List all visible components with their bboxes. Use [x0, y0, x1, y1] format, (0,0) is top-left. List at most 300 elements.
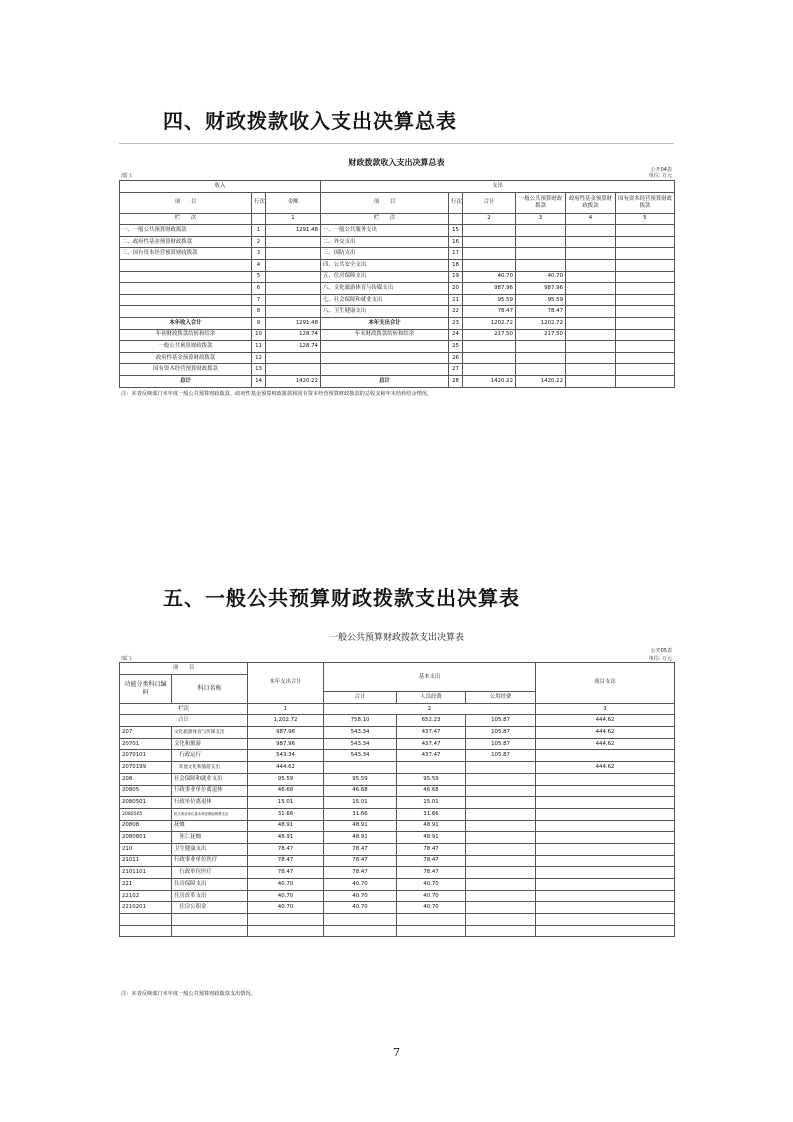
expense-row — [120, 773, 675, 785]
cell-expense-line: 16 — [449, 236, 463, 248]
cell-state-capital — [616, 375, 675, 387]
expense-row — [120, 820, 675, 832]
cell-general — [516, 236, 566, 248]
cell-total: 40.70 — [463, 271, 516, 283]
cell-basic-total: 543.34 — [324, 727, 397, 739]
cell-personnel — [397, 762, 466, 774]
cell-code: 20808 — [120, 820, 172, 832]
total-year-total: 1,202.72 — [248, 715, 324, 727]
cell-total: 78.47 — [463, 306, 516, 318]
cell-year-total: 31.66 — [248, 808, 324, 820]
cell-code — [120, 925, 172, 937]
cell-code: 2080501 — [120, 797, 172, 809]
cell-personnel: 40.70 — [397, 902, 466, 914]
department-label: 部门: — [121, 656, 133, 662]
cell-gov-fund — [566, 225, 616, 237]
fiscal-summary-row — [120, 306, 675, 318]
cell-year-total: 78.47 — [248, 855, 324, 867]
cell-gov-fund — [566, 341, 616, 353]
cell-name: 住房保障支出 — [172, 879, 248, 891]
cell-general: 217.50 — [516, 329, 566, 341]
seq-state-capital: 5 — [616, 213, 675, 225]
cell-gov-fund — [566, 317, 616, 329]
cell-expense-item: 七、社会保障和就业支出 — [321, 294, 449, 306]
expense-header: 支出 — [321, 181, 675, 193]
cell-gov-fund — [566, 306, 616, 318]
fiscal-summary-row — [120, 294, 675, 306]
income-seq-label: 栏 次 — [120, 213, 252, 225]
cell-personnel: 437.47 — [397, 727, 466, 739]
cell-basic-total: 40.70 — [324, 879, 397, 891]
expense-total-header: 合计 — [463, 192, 516, 213]
page-number: 7 — [393, 1046, 400, 1059]
cell-state-capital — [616, 225, 675, 237]
cell-state-capital — [616, 341, 675, 353]
cell-code: 22102 — [120, 890, 172, 902]
cell-project — [536, 773, 675, 785]
cell-expense-line: 17 — [449, 248, 463, 260]
basic-expense-header: 基本支出 — [324, 663, 536, 692]
item-header: 项 目 — [120, 663, 248, 675]
cell-gov-fund — [566, 236, 616, 248]
cell-expense-line: 18 — [449, 259, 463, 271]
cell-personnel: 15.01 — [397, 797, 466, 809]
cell-expense-line: 21 — [449, 294, 463, 306]
cell-basic-total: 78.47 — [324, 843, 397, 855]
cell-total — [463, 259, 516, 271]
cell-project — [536, 925, 675, 937]
cell-project — [536, 843, 675, 855]
cell-general — [516, 352, 566, 364]
cell-project — [536, 808, 675, 820]
cell-name: 抚恤 — [172, 820, 248, 832]
cell-personnel: 40.70 — [397, 879, 466, 891]
cell-income-item — [120, 259, 252, 271]
cell-personnel: 78.47 — [397, 867, 466, 879]
seq-1: 1 — [248, 703, 324, 715]
cell-basic-total: 40.70 — [324, 890, 397, 902]
basic-total-header: 合计 — [324, 692, 397, 704]
cell-project — [536, 914, 675, 926]
cell-expense-item — [321, 364, 449, 376]
form-code: 公开05表 — [650, 648, 672, 654]
cell-income-line: 7 — [252, 294, 266, 306]
fiscal-summary-row — [120, 236, 675, 248]
cell-income-item: 一、一般公共预算财政拨款 — [120, 225, 252, 237]
cell-public — [466, 785, 536, 797]
cell-income-item: 年初财政拨款结转和结余 — [120, 329, 252, 341]
cell-expense-line: 20 — [449, 283, 463, 295]
general-budget-note: 注：本表反映部门本年度一般公共预算财政拨款支出情况。 — [121, 991, 256, 997]
cell-project — [536, 750, 675, 762]
expense-row — [120, 879, 675, 891]
cell-public — [466, 820, 536, 832]
cell-name: 行政单位离退休 — [172, 797, 248, 809]
cell-income-amount: 128.74 — [266, 329, 321, 341]
fiscal-summary-row — [120, 364, 675, 376]
fiscal-summary-row — [120, 248, 675, 260]
cell-gov-fund — [566, 352, 616, 364]
cell-personnel: 48.91 — [397, 820, 466, 832]
cell-expense-line: 22 — [449, 306, 463, 318]
cell-income-line: 12 — [252, 352, 266, 364]
cell-code: 2101101 — [120, 867, 172, 879]
cell-expense-item — [321, 341, 449, 353]
cell-general — [516, 225, 566, 237]
cell-public: 105.87 — [466, 727, 536, 739]
expense-row — [120, 902, 675, 914]
seq-3: 3 — [536, 703, 675, 715]
year-total-header: 本年支出合计 — [248, 663, 324, 704]
expense-seq-label: 栏 次 — [321, 213, 449, 225]
cell-income-line: 14 — [252, 375, 266, 387]
cell-general: 40.70 — [516, 271, 566, 283]
cell-state-capital — [616, 283, 675, 295]
cell-gov-fund — [566, 271, 616, 283]
expense-row — [120, 832, 675, 844]
cell-income-item: 三、国有资本经营预算财政拨款 — [120, 248, 252, 260]
cell-code: 2070101 — [120, 750, 172, 762]
cell-public — [466, 902, 536, 914]
fiscal-summary-row — [120, 283, 675, 295]
cell-personnel: 78.47 — [397, 843, 466, 855]
function-code-header: 功能分类科目编码 — [120, 674, 172, 703]
cell-total: 987.96 — [463, 283, 516, 295]
cell-general — [516, 248, 566, 260]
cell-gov-fund — [566, 294, 616, 306]
section-5-heading: 五、一般公共预算财政拨款支出决算表 — [163, 586, 520, 610]
cell-personnel: 40.70 — [397, 890, 466, 902]
cell-public — [466, 914, 536, 926]
cell-total — [463, 248, 516, 260]
fiscal-summary-row — [120, 317, 675, 329]
fiscal-summary-row — [120, 259, 675, 271]
cell-income-line: 5 — [252, 271, 266, 283]
cell-personnel: 31.66 — [397, 808, 466, 820]
expense-item-header: 项 目 — [321, 192, 449, 213]
cell-basic-total: 15.01 — [324, 797, 397, 809]
cell-general: 78.47 — [516, 306, 566, 318]
cell-code — [120, 914, 172, 926]
cell-personnel: 78.47 — [397, 855, 466, 867]
fiscal-summary-row — [120, 375, 675, 387]
cell-expense-line: 15 — [449, 225, 463, 237]
cell-name: 死亡抚恤 — [172, 832, 248, 844]
cell-general: 1420.22 — [516, 375, 566, 387]
expense-row — [120, 914, 675, 926]
cell-expense-item: 本年支出合计 — [321, 317, 449, 329]
expense-row — [120, 855, 675, 867]
cell-year-total: 46.68 — [248, 785, 324, 797]
general-budget-sheet — [119, 630, 674, 1005]
general-budget-title: 一般公共预算财政拨款支出决算表 — [328, 633, 464, 643]
cell-project — [536, 902, 675, 914]
cell-name: 行政事业单位离退休 — [172, 785, 248, 797]
seq-general: 3 — [516, 213, 566, 225]
cell-gov-fund — [566, 259, 616, 271]
cell-code: 20805 — [120, 785, 172, 797]
cell-basic-total: 78.47 — [324, 867, 397, 879]
expense-row — [120, 797, 675, 809]
cell-code: 2080505 — [120, 808, 172, 820]
cell-state-capital — [616, 248, 675, 260]
cell-basic-total: 48.91 — [324, 832, 397, 844]
cell-year-total: 40.70 — [248, 879, 324, 891]
fiscal-summary-row — [120, 329, 675, 341]
cell-state-capital — [616, 364, 675, 376]
cell-income-item — [120, 283, 252, 295]
cell-name: 住房公积金 — [172, 902, 248, 914]
cell-year-total: 78.47 — [248, 843, 324, 855]
seq-label: 栏次 — [120, 703, 248, 715]
expense-row — [120, 762, 675, 774]
cell-personnel: 437.47 — [397, 738, 466, 750]
cell-total: 95.59 — [463, 294, 516, 306]
cell-name: 其他文化和旅游支出 — [172, 762, 248, 774]
cell-code: 2080801 — [120, 832, 172, 844]
cell-basic-total: 46.68 — [324, 785, 397, 797]
cell-income-item: 一般公共预算财政拨款 — [120, 341, 252, 353]
cell-state-capital — [616, 259, 675, 271]
cell-state-capital — [616, 294, 675, 306]
cell-total — [463, 352, 516, 364]
cell-total — [463, 225, 516, 237]
general-budget-header: 一般公共预算财政拨款 — [516, 192, 566, 213]
cell-personnel: 95.59 — [397, 773, 466, 785]
cell-year-total: 15.01 — [248, 797, 324, 809]
cell-code: 207 — [120, 727, 172, 739]
income-header: 收入 — [120, 181, 321, 193]
cell-year-total: 40.70 — [248, 902, 324, 914]
expense-row — [120, 727, 675, 739]
cell-general: 95.59 — [516, 294, 566, 306]
cell-project — [536, 832, 675, 844]
cell-year-total: 48.91 — [248, 820, 324, 832]
cell-public — [466, 925, 536, 937]
fiscal-summary-row — [120, 225, 675, 237]
cell-year-total: 543.34 — [248, 750, 324, 762]
cell-year-total — [248, 925, 324, 937]
unit-label: 单位: 万元 — [648, 173, 672, 179]
fiscal-summary-row — [120, 341, 675, 353]
cell-year-total: 95.59 — [248, 773, 324, 785]
cell-expense-line: 24 — [449, 329, 463, 341]
cell-code: 2070199 — [120, 762, 172, 774]
cell-expense-line: 19 — [449, 271, 463, 283]
expense-row — [120, 738, 675, 750]
cell-expense-item: 六、文化旅游体育与传媒支出 — [321, 283, 449, 295]
cell-income-amount: 1291.48 — [266, 225, 321, 237]
cell-gov-fund — [566, 283, 616, 295]
expense-row — [120, 867, 675, 879]
cell-public — [466, 855, 536, 867]
cell-name: 行政运行 — [172, 750, 248, 762]
cell-project: 444.62 — [536, 738, 675, 750]
cell-general — [516, 364, 566, 376]
department-label: 部门: — [121, 173, 133, 179]
cell-public — [466, 832, 536, 844]
personnel-header: 人员经费 — [397, 692, 466, 704]
cell-expense-item: 四、公共安全支出 — [321, 259, 449, 271]
income-item-header: 项 目 — [120, 192, 252, 213]
cell-income-line: 10 — [252, 329, 266, 341]
cell-general — [516, 341, 566, 353]
cell-code: 208 — [120, 773, 172, 785]
general-budget-table — [119, 662, 675, 937]
cell-name: 机关事业单位基本养老保险缴费支出 — [172, 808, 248, 820]
seq-2: 2 — [324, 703, 536, 715]
cell-personnel — [397, 925, 466, 937]
cell-code: 221 — [120, 879, 172, 891]
cell-state-capital — [616, 329, 675, 341]
cell-state-capital — [616, 236, 675, 248]
cell-project — [536, 879, 675, 891]
cell-public — [466, 797, 536, 809]
cell-year-total: 40.70 — [248, 890, 324, 902]
cell-income-amount — [266, 259, 321, 271]
cell-code: 2210201 — [120, 902, 172, 914]
project-expense-header: 项目支出 — [536, 663, 675, 704]
cell-income-amount — [266, 271, 321, 283]
seq-gov-fund: 4 — [566, 213, 616, 225]
cell-gov-fund — [566, 375, 616, 387]
cell-year-total: 987.96 — [248, 727, 324, 739]
cell-total — [463, 364, 516, 376]
cell-income-amount: 1420.22 — [266, 375, 321, 387]
income-amount-header: 金额 — [266, 192, 321, 213]
cell-public — [466, 867, 536, 879]
cell-basic-total — [324, 914, 397, 926]
cell-gov-fund — [566, 329, 616, 341]
cell-state-capital — [616, 317, 675, 329]
income-line-header: 行次 — [252, 192, 266, 213]
cell-income-line: 8 — [252, 306, 266, 318]
cell-name — [172, 914, 248, 926]
cell-general: 1202.72 — [516, 317, 566, 329]
cell-project: 444.62 — [536, 727, 675, 739]
cell-code: 21011 — [120, 855, 172, 867]
total-public: 105.87 — [466, 715, 536, 727]
cell-year-total: 78.47 — [248, 867, 324, 879]
cell-expense-item: 八、卫生健康支出 — [321, 306, 449, 318]
cell-state-capital — [616, 306, 675, 318]
cell-expense-item — [321, 352, 449, 364]
expense-row — [120, 925, 675, 937]
seq-amount: 1 — [266, 213, 321, 225]
cell-income-amount — [266, 306, 321, 318]
cell-income-item: 本年收入合计 — [120, 317, 252, 329]
fiscal-summary-title: 财政拨款收入支出决算总表 — [348, 158, 445, 167]
fiscal-summary-table — [119, 180, 675, 388]
cell-income-amount: 1291.48 — [266, 317, 321, 329]
cell-income-line: 3 — [252, 248, 266, 260]
cell-income-line: 2 — [252, 236, 266, 248]
cell-expense-item: 总计 — [321, 375, 449, 387]
cell-expense-line: 26 — [449, 352, 463, 364]
cell-income-line: 1 — [252, 225, 266, 237]
cell-name: 文化和旅游 — [172, 738, 248, 750]
cell-income-item — [120, 306, 252, 318]
cell-income-line: 4 — [252, 259, 266, 271]
expense-row — [120, 785, 675, 797]
cell-personnel: 48.91 — [397, 832, 466, 844]
cell-project: 444.62 — [536, 762, 675, 774]
cell-general — [516, 259, 566, 271]
cell-income-item — [120, 294, 252, 306]
cell-code: 20701 — [120, 738, 172, 750]
cell-name: 社会保障和就业支出 — [172, 773, 248, 785]
cell-income-item: 政府性基金预算财政拨款 — [120, 352, 252, 364]
cell-expense-item: 三、国防支出 — [321, 248, 449, 260]
cell-income-amount — [266, 236, 321, 248]
cell-income-item: 总计 — [120, 375, 252, 387]
cell-public — [466, 879, 536, 891]
fiscal-summary-row — [120, 271, 675, 283]
state-capital-header: 国有资本经营预算财政拨款 — [616, 192, 675, 213]
cell-basic-total: 40.70 — [324, 902, 397, 914]
unit-label: 单位: 万元 — [648, 656, 672, 662]
cell-public — [466, 762, 536, 774]
fiscal-summary-sheet — [119, 143, 674, 404]
form-code: 公开04表 — [650, 167, 672, 173]
cell-total — [463, 236, 516, 248]
cell-public — [466, 843, 536, 855]
expense-row — [120, 808, 675, 820]
cell-income-amount — [266, 248, 321, 260]
cell-expense-line: 27 — [449, 364, 463, 376]
cell-income-line: 6 — [252, 283, 266, 295]
cell-basic-total — [324, 762, 397, 774]
cell-expense-line: 25 — [449, 341, 463, 353]
cell-income-line: 13 — [252, 364, 266, 376]
total-personnel: 652.23 — [397, 715, 466, 727]
expense-row — [120, 843, 675, 855]
fiscal-summary-note: 注：本表反映部门本年度一般公共预算财政拨款、政府性基金预算财政拨款和国有资本经营预算财政拨款的总收支和年末结转结余情况。 — [121, 391, 433, 397]
cell-expense-line: 28 — [449, 375, 463, 387]
cell-basic-total: 543.34 — [324, 750, 397, 762]
cell-income-amount — [266, 283, 321, 295]
expense-line-header: 行次 — [449, 192, 463, 213]
cell-name: 文化旅游体育与传媒支出 — [172, 727, 248, 739]
cell-project — [536, 797, 675, 809]
cell-basic-total: 78.47 — [324, 855, 397, 867]
cell-public: 105.87 — [466, 738, 536, 750]
cell-total: 1202.72 — [463, 317, 516, 329]
cell-expense-item: 五、住房保障支出 — [321, 271, 449, 283]
cell-income-amount: 128.74 — [266, 341, 321, 353]
cell-code: 210 — [120, 843, 172, 855]
cell-public: 105.87 — [466, 750, 536, 762]
cell-year-total — [248, 914, 324, 926]
cell-basic-total: 31.66 — [324, 808, 397, 820]
cell-state-capital — [616, 352, 675, 364]
cell-project — [536, 867, 675, 879]
cell-year-total: 987.96 — [248, 738, 324, 750]
cell-expense-item: 一、一般公共服务支出 — [321, 225, 449, 237]
cell-income-line: 9 — [252, 317, 266, 329]
cell-basic-total — [324, 925, 397, 937]
subject-name-header: 科目名称 — [172, 674, 248, 703]
expense-row — [120, 750, 675, 762]
cell-gov-fund — [566, 364, 616, 376]
cell-income-amount — [266, 364, 321, 376]
expense-row — [120, 890, 675, 902]
cell-expense-line: 23 — [449, 317, 463, 329]
cell-total: 1420.22 — [463, 375, 516, 387]
cell-income-item — [120, 271, 252, 283]
cell-personnel — [397, 914, 466, 926]
cell-personnel: 437.47 — [397, 750, 466, 762]
